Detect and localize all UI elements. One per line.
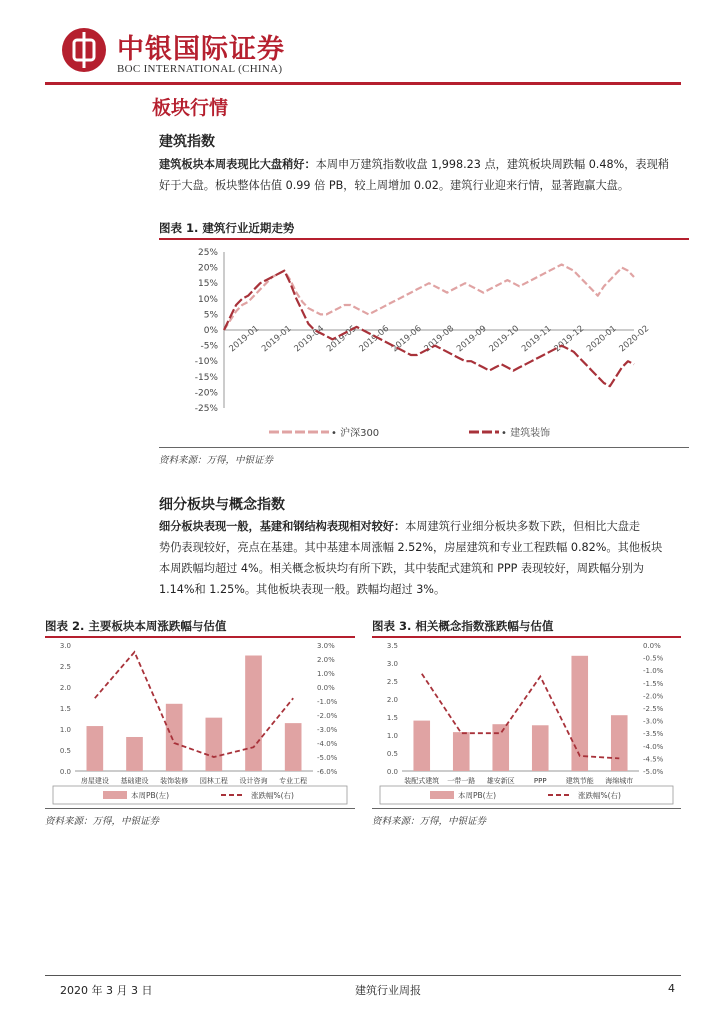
y-left-tick-label: 1.5 <box>386 714 398 722</box>
brand-name-en: BOC INTERNATIONAL (CHINA) <box>117 63 283 75</box>
figure-1-source: 资料来源：万得，中银证券 <box>159 455 274 466</box>
bar <box>206 718 223 771</box>
figure-2-chart <box>45 639 355 807</box>
paragraph-line: 1.14%和 1.25%。其他板块表现一般。跌幅均超过 3%。 <box>159 583 446 596</box>
y-left-tick-label: 0.5 <box>386 750 398 758</box>
figure-3-rule <box>372 636 681 638</box>
x-tick-label: 专业工程 <box>279 777 308 785</box>
brand-name-cn: 中银国际证券 <box>117 34 285 65</box>
y-right-tick-label: -4.5% <box>643 755 664 764</box>
y-right-tick-label: 0.0% <box>317 684 335 692</box>
figure-2-title: 图表 2. 主要板块本周涨跌幅与估值 <box>45 619 227 633</box>
x-tick-label: 装配式建筑 <box>404 777 440 785</box>
figure-2-bottom-rule <box>45 808 355 809</box>
legend-swatch <box>103 791 127 799</box>
change-line <box>422 674 620 759</box>
y-right-tick-label: 1.0% <box>317 670 335 678</box>
y-right-tick-label: -2.0% <box>317 712 338 720</box>
y-tick-label: -15% <box>194 372 218 383</box>
y-right-tick-label: -1.0% <box>643 667 664 676</box>
x-tick-label: 2019-06 <box>390 323 424 355</box>
y-right-tick-label: -0.5% <box>643 654 664 663</box>
y-right-tick-label: 2.0% <box>317 656 335 664</box>
figure-3-chart <box>372 639 681 807</box>
y-left-tick-label: 3.0 <box>386 660 398 668</box>
figure-1-bottom-rule <box>159 447 689 448</box>
trend-line-chart <box>159 242 689 446</box>
bar <box>571 656 588 771</box>
legend-label: • 建筑装饰 <box>501 428 551 439</box>
legend-label: 本周PB(左) <box>131 791 170 800</box>
footer-doc-title: 建筑行业周报 <box>355 984 421 997</box>
x-tick-label: 一带一路 <box>447 777 476 785</box>
x-tick-label: 2020-01 <box>585 323 619 355</box>
sector-bar-line-chart <box>45 639 355 807</box>
bar <box>285 723 302 771</box>
legend-label: 本周PB(左) <box>458 791 497 800</box>
y-left-tick-label: 0.0 <box>386 768 398 776</box>
y-right-tick-label: -5.0% <box>317 754 338 762</box>
figure-1-chart <box>159 242 689 446</box>
x-tick-label: 2019-11 <box>520 323 554 355</box>
x-tick-label: 房屋建设 <box>80 777 109 785</box>
paragraph-line: 本周建筑行业细分板块多数下跌，但相比大盘走 <box>405 520 641 533</box>
section-title: 板块行情 <box>152 97 229 119</box>
paragraph-line: 势仍表现较好，亮点在基建。其中基建本周涨幅 2.52%，房屋建筑和专业工程跌幅 0.82%。其他板块 <box>159 541 663 554</box>
x-tick-label: 2019-10 <box>487 323 522 355</box>
x-tick-label: 2020-02 <box>617 323 652 355</box>
bar <box>126 737 143 771</box>
boc-logo-icon <box>62 28 106 72</box>
y-tick-label: 15% <box>197 279 218 290</box>
x-tick-label: 园林工程 <box>199 777 228 785</box>
footer-date: 2020 年 3 月 3 日 <box>60 984 153 997</box>
concept-bar-line-chart <box>372 639 681 807</box>
y-tick-label: 10% <box>197 294 218 305</box>
paragraph-line: 本周申万建筑指数收盘 1,998.23 点，建筑板块周跌幅 0.48%，表现稍 <box>315 158 669 171</box>
legend-swatch <box>430 791 454 799</box>
x-tick-label: 建筑节能 <box>565 777 594 785</box>
y-right-tick-label: -1.5% <box>643 679 664 688</box>
y-tick-label: 5% <box>203 310 218 321</box>
y-left-tick-label: 0.5 <box>59 747 71 755</box>
subsection-title-index: 建筑指数 <box>159 134 215 150</box>
figure-2-source: 资料来源：万得，中银证券 <box>45 816 160 827</box>
x-tick-label: 2019-08 <box>422 323 457 355</box>
figure-1-rule <box>159 238 689 240</box>
x-tick-label: 2019-09 <box>455 323 489 355</box>
x-tick-label: 装饰装修 <box>160 777 189 785</box>
y-right-tick-label: 3.0% <box>317 642 335 650</box>
legend-label: 涨跌幅%(右) <box>251 791 294 800</box>
x-tick-label: 2019-06 <box>357 323 392 355</box>
bar <box>532 725 549 771</box>
y-tick-label: -25% <box>194 404 218 414</box>
paragraph-lead: 建筑板块本周表现比大盘稍好： <box>159 158 316 171</box>
bar <box>87 726 104 771</box>
footer-divider <box>45 975 681 976</box>
y-right-tick-label: 0.0% <box>643 642 661 650</box>
bar <box>413 721 430 771</box>
y-right-tick-label: -5.0% <box>643 768 664 776</box>
figure-2-rule <box>45 636 355 638</box>
y-right-tick-label: -3.0% <box>643 717 664 726</box>
y-left-tick-label: 2.0 <box>59 684 71 692</box>
figure-3-title: 图表 3. 相关概念指数涨跌幅与估值 <box>372 619 554 633</box>
y-left-tick-label: 3.5 <box>386 642 398 650</box>
x-tick-label: 2019-12 <box>552 323 587 355</box>
bar <box>166 704 183 771</box>
y-right-tick-label: -4.0% <box>317 740 338 748</box>
x-tick-label: 2019-05 <box>325 323 359 355</box>
y-left-tick-label: 1.0 <box>386 732 398 740</box>
bar <box>245 656 262 772</box>
x-tick-label: PPP <box>533 777 547 785</box>
page-number: 4 <box>668 982 675 995</box>
legend-label: • 沪深300 <box>331 428 380 439</box>
paragraph-subsectors <box>159 516 689 600</box>
y-tick-label: -10% <box>194 357 218 368</box>
y-left-tick-label: 1.0 <box>59 726 71 734</box>
paragraph-line: 本周跌幅均超过 4%。相关概念板块均有所下跌，其中装配式建筑和 PPP 表现较好，周跌幅分别为 <box>159 562 644 575</box>
bar <box>492 724 509 771</box>
y-right-tick-label: -6.0% <box>317 768 338 776</box>
x-tick-label: 雄安新区 <box>486 777 515 785</box>
header-divider <box>45 82 681 85</box>
y-left-tick-label: 0.0 <box>59 768 71 776</box>
legend-box <box>380 786 673 804</box>
legend-label: 涨跌幅%(右) <box>578 791 621 800</box>
y-right-tick-label: -2.5% <box>643 705 664 713</box>
y-left-tick-label: 2.5 <box>59 663 71 671</box>
y-tick-label: 0% <box>203 326 218 336</box>
y-right-tick-label: -2.0% <box>643 692 664 701</box>
x-tick-label: 2019-01 <box>260 323 294 355</box>
figure-3-source: 资料来源：万得，中银证券 <box>372 816 487 827</box>
x-tick-label: 2019-04 <box>292 323 327 355</box>
paragraph-line: 好于大盘。板块整体估值 0.99 倍 PB，较上周增加 0.02。建筑行业迎来行情，显著跑赢大盘。 <box>159 179 630 192</box>
y-right-tick-label: -3.5% <box>643 730 664 739</box>
figure-3-bottom-rule <box>372 808 681 809</box>
y-left-tick-label: 1.5 <box>59 705 71 713</box>
paragraph-index <box>159 154 689 196</box>
bar <box>453 732 470 771</box>
change-line <box>95 652 293 757</box>
y-right-tick-label: -3.0% <box>317 726 338 734</box>
paragraph-lead: 细分板块表现一般，基建和钢结构表现相对较好： <box>159 520 406 533</box>
bar <box>611 715 628 771</box>
y-tick-label: 25% <box>197 248 218 258</box>
legend-box <box>53 786 347 804</box>
figure-1-title: 图表 1. 建筑行业近期走势 <box>159 221 295 235</box>
x-tick-label: 海绵城市 <box>605 777 634 785</box>
y-tick-label: -5% <box>200 341 218 352</box>
y-tick-label: -20% <box>194 388 218 399</box>
y-tick-label: 20% <box>197 263 218 274</box>
x-tick-label: 2019-01 <box>227 323 262 355</box>
y-left-tick-label: 2.5 <box>386 678 398 686</box>
y-left-tick-label: 2.0 <box>386 696 398 704</box>
y-right-tick-label: -1.0% <box>317 698 338 706</box>
y-left-tick-label: 3.0 <box>59 642 71 650</box>
x-tick-label: 基础建设 <box>120 777 149 785</box>
subsection-title-subsectors: 细分板块与概念指数 <box>159 497 285 513</box>
x-tick-label: 设计咨询 <box>239 777 268 785</box>
y-right-tick-label: -4.0% <box>643 742 664 751</box>
